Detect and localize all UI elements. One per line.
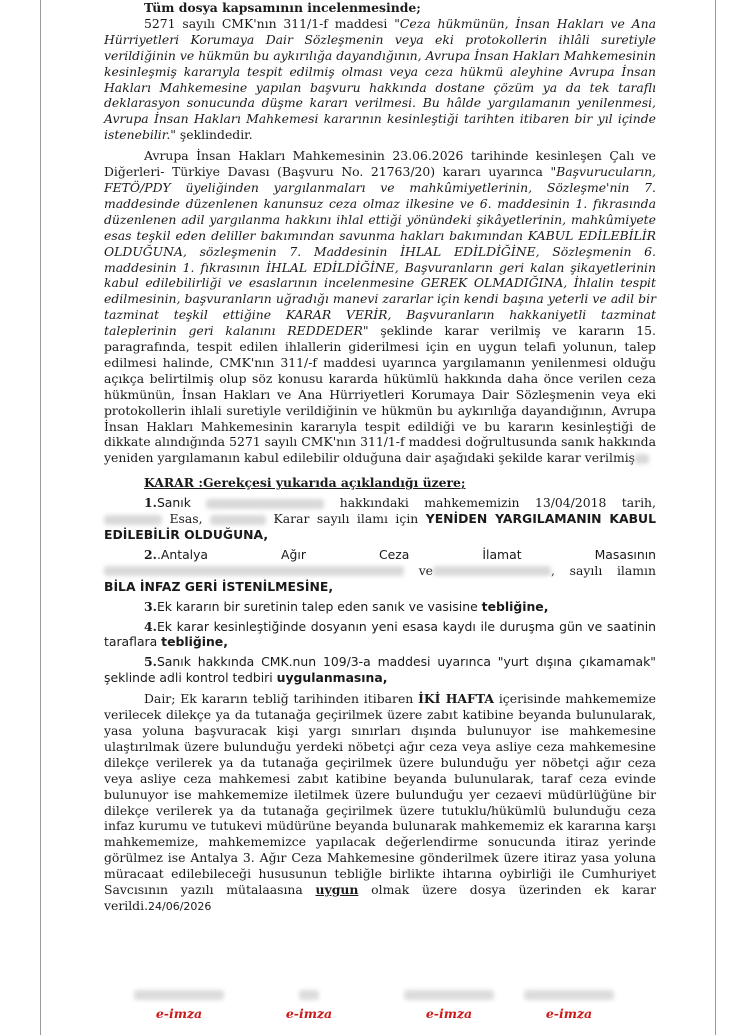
redaction <box>206 499 324 509</box>
aihm-quote: "Başvurucuların, FETÖ/PDY üyeliğinden yargılanmaları ve mahkûmiyetlerinin, Sözleşme'nin 7. maddesinde düzenlenen kanunsuz ceza olmaz ilkesine ve 6. maddesinin 1. fıkrasında düzenlenen adil yargılanma hakkını ihlal ettiği yönündeki şikâyetlerinin, mahkûmiyete esas teşkil eden deliller bakımından savunma hakları bakımından KABUL EDİLEBİLİR OLDUĞUNA, sözleşmenin 7. Maddesinin İHLAL EDİLDİĞİNE, Sözleşmenin 6. maddesinin 1. fıkrasının İHLAL EDİLDİĞİNE, Başvuranların geri kalan şikayetlerinin kabul edilebilirliği ve esaslarının incelenmesine GEREK OLMADIĞINA, İhlalin tespit edilmesinin, başvuranların uğradığı manevi zararlar için kendi başına yeterli ve adil bir tazminat teşkil ettiğine KARAR VERİR, Başvuranların hakkaniyetli tazminat taleplerinin geri kalanını REDDEDER" <box>104 164 656 339</box>
item-text: Ek kararın bir suretinin talep eden sanık ve vasisine <box>156 598 482 614</box>
signature-block <box>394 990 504 1021</box>
item-number: 3. <box>144 598 157 614</box>
item-text: Sanık hakkında CMK.nun 109/3-a maddesi uyarınca "yurt dışına çıkamamak" şeklinde adli kontrol tedbiri <box>104 654 656 686</box>
karar-item-1 <box>104 495 656 543</box>
item-decision: tebliğine, <box>161 634 228 650</box>
karar-heading: KARAR :Gerekçesi yukarıda açıklandığı üzere; <box>144 475 466 491</box>
paragraph-aihm-decision <box>104 148 656 466</box>
cmk-tail: şeklindedir. <box>175 127 253 143</box>
aihm-tail: şeklinde karar verilmiş ve kararın 15. paragrafında, tespit edilen ihlallerin giderilmesi için en uygun telafi yolunun, talep edilmesi halinde, CMK'nın 311/-f maddesi uyarınca yargılamanın yenilenmesi olduğu açıkça belirtilmiş olup söz konusu kararda hükümlü hakkında daha önce verilen ceza hükmünün, İnsan Hakları ve Ana Hürriyetleri Korumaya Dair Sözleşmenin veya eki protokollerin ihlali suretiyle verildiğinin ve hükmün bu aykırılığa dayandığının, Avrupa İnsan Hakları Mahkemesinin kararıyla tespit edildiği ve bu kararın kesinleştiği de dikkate alındığında 5271 sayılı CMK'nın 311/1-f maddesi doğrultusunda sanık hakkında yeniden yargılamanın kabul edilebilir olduğuna dair aşağıdaki şekilde karar verilmiş <box>104 323 656 466</box>
signature-block <box>124 990 234 1021</box>
cmk-lead: 5271 sayılı CMK'nın 311/1-f maddesi <box>144 15 395 31</box>
final-uygun: uygun <box>315 882 359 898</box>
item-decision: uygulanmasına, <box>276 670 388 686</box>
item-number: 5. <box>144 654 157 670</box>
aihm-lead: Avrupa İnsan Hakları Mahkemesinin 23.06.2026 tarihinde kesinleşen Çalı ve Diğerleri- Türkiye Davası (Başvuru No. 21763/20) kararı uyarınca <box>104 148 656 180</box>
item-number: 1. <box>144 495 157 511</box>
e-imza-label: e-imza <box>425 1006 473 1021</box>
item-decision: YENİDEN YARGILAMANIN KABUL EDİLEBİLİR OLDUĞUNA, <box>104 511 656 542</box>
signature-block <box>514 990 624 1021</box>
item-text: hakkındaki mahkememizin 13/04/2018 tarih, <box>339 495 656 511</box>
e-imza-label: e-imza <box>545 1006 593 1021</box>
e-imza-label: e-imza <box>285 1006 333 1021</box>
final-deadline: İKİ HAFTA <box>418 691 494 707</box>
karar-item-2 <box>104 547 656 595</box>
item-text: Ek karar kesinleştiğinde dosyanın yeni esasa kaydı ile duruşma gün ve saatinin taraflara <box>104 618 656 650</box>
redaction <box>104 566 404 576</box>
item-text: .Antalya Ağır Ceza İlamat Masasının <box>156 546 656 562</box>
item-decision: tebliğine, <box>481 598 549 614</box>
item-number: 4. <box>144 618 157 634</box>
cmk-quote: "Ceza hükmünün, İnsan Hakları ve Ana Hürriyetleri Korumaya Dair Sözleşmenin veya eki protokollerin ihlâli suretiyle verildiğinin ve hükmün bu aykırılığa dayandığının, Avrupa İnsan Hakları Mahkemesinin kesinleşmiş kararıyla tespit edilmiş olması veya ceza hükmü aleyhine Avrupa İnsan Hakları Mahkemesine yapılan başvuru hakkında dostane çözüm ya da tek taraflı deklarasyon sonucunda düşme kararı verilmesi. Bu hâlde yargılamanın yenilenmesi, Avrupa İnsan Hakları Mahkemesi kararının kesinleştiği tarihten itibaren bir yıl içinde istenebilir." <box>104 15 657 143</box>
final-text: Dair; Ek kararın tebliğ tarihinden itibaren <box>144 691 419 707</box>
item-text: Sanık <box>156 495 191 511</box>
item-text: , sayılı ilamın <box>551 562 656 578</box>
karar-item-5 <box>104 654 656 686</box>
redaction <box>104 515 162 525</box>
final-text: içerisinde mahkememize verilecek dilekçe ya da tutanağa geçirilmek üzere zabıt katibine beyanda bulunularak, yasa yoluna başvuracak kişi yargı sınırları dışında bulunuyor ise mahkemesine ulaştırılmak üzere bulunduğu yerdeki nöbetçi ağır ceza veya asliye ceza mahkemesine dilekçe verilerek ya da tutanağa geçirilmek üzere bulunduğu yer nöbetçi ağır ceza veya asliye ceza mahkemesi zabıt katibine beyanda bulunularak, taraf ceza evinde bulunuyor ise mahkememize iletilmek üzere bulunduğu yer cezaevi müdürlüğüne bir dilekçe verilerek ya da tutanağa geçirilmek üzere tutuklu/hükümlü bulunduğu ceza infaz kurumu ve tutukevi müdürüne beyanda bulunarak mahkememiz ek kararına karşı mahkememize, mahkememizce yapılacak değerlendirme sonucunda itiraz yerinde görülmez ise Antalya 3. Ağır Ceza Mahkemesine gönderilmek üzere itiraz yasa yoluna müracaat edilebileceği hususunun tebliğle birlikte ihtarına oybirliği ile Cumhuriyet Savcısının yazılı mütalaasına <box>104 691 656 898</box>
redaction <box>210 515 266 525</box>
item-decision: BİLA İNFAZ GERİ İSTENİLMESİNE, <box>104 578 334 594</box>
final-text: olmak üzere dosya üzerinden ek karar verildi. <box>104 882 656 913</box>
decision-date: 24/06/2026 <box>148 899 212 913</box>
document-body <box>104 0 656 915</box>
karar-item-3 <box>104 599 656 615</box>
final-paragraph <box>104 691 656 915</box>
karar-item-4 <box>104 619 656 651</box>
redaction <box>433 566 551 576</box>
signature-block <box>254 990 364 1021</box>
redaction <box>635 454 649 464</box>
item-text: Karar sayılı ilamı için <box>273 511 426 527</box>
item-text: Esas, <box>169 511 203 527</box>
item-text: ve <box>418 562 434 578</box>
e-imza-label: e-imza <box>155 1006 203 1021</box>
section-heading: Tüm dosya kapsamının incelenmesinde; <box>144 0 421 15</box>
paragraph-cmk-311 <box>104 16 656 143</box>
signature-footer <box>104 990 656 1030</box>
item-number: 2. <box>144 546 157 562</box>
